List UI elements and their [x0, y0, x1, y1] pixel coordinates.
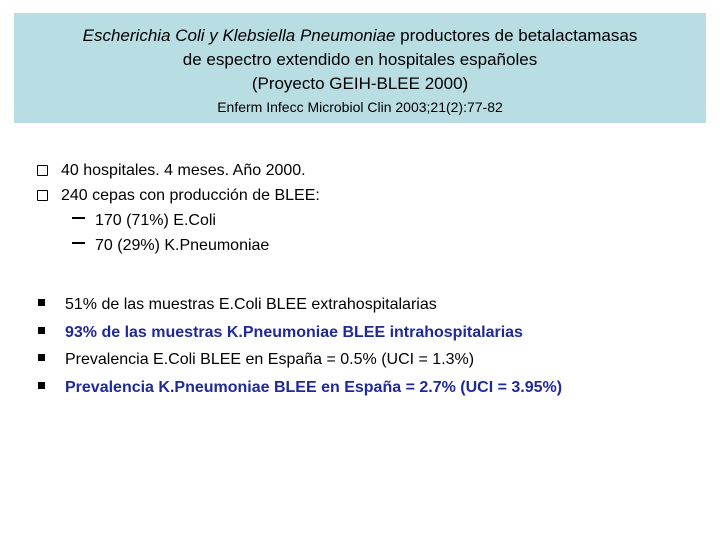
hollow-square-bullet-icon: [37, 165, 48, 176]
list-item: [37, 158, 687, 183]
list-item-text: 240 cepas con producción de BLEE:: [61, 187, 320, 204]
finding-item-highlighted: [37, 374, 697, 402]
slide-title-line-1: [14, 24, 706, 48]
findings-list: [37, 291, 697, 401]
square-bullet-icon: [38, 299, 45, 306]
square-bullet-icon: [38, 327, 45, 334]
sub-list-item: [37, 233, 687, 258]
sub-list-item: [37, 208, 687, 233]
finding-text: Prevalencia K.Pneumoniae BLEE en España = 2.7% (UCI = 3.95%): [65, 378, 563, 396]
title-rest: productores de betalactamasas: [395, 26, 638, 45]
slide-title-line-3: (Proyecto GEIH-BLEE 2000): [251, 74, 469, 93]
title-species: Escherichia Coli y Klebsiella Pneumoniae: [82, 26, 396, 45]
finding-item-highlighted: [37, 319, 697, 347]
finding-item: [37, 346, 697, 374]
finding-item: [37, 291, 697, 319]
hollow-square-bullet-icon: [37, 190, 48, 201]
sub-list-item-text: 170 (71%) E.Coli: [95, 212, 216, 229]
finding-text: 93% de las muestras K.Pneumoniae BLEE intrahospitalarias: [65, 323, 523, 341]
citation: Enferm Infecc Microbiol Clin 2003;21(2):77-82: [217, 99, 503, 115]
dash-bullet-icon: [72, 217, 85, 219]
slide-title-line-2: de espectro extendido en hospitales españoles: [182, 50, 538, 69]
list-item-text: 40 hospitales. 4 meses. Año 2000.: [61, 162, 306, 179]
square-bullet-icon: [38, 382, 45, 389]
finding-text: Prevalencia E.Coli BLEE en España = 0.5% (UCI = 1.3%): [65, 351, 475, 368]
title-banner: [14, 13, 706, 123]
summary-list: [37, 158, 687, 258]
finding-text: 51% de las muestras E.Coli BLEE extrahospitalarias: [65, 296, 437, 313]
dash-bullet-icon: [72, 242, 85, 244]
list-item: [37, 183, 687, 208]
sub-list-item-text: 70 (29%) K.Pneumoniae: [95, 237, 270, 254]
square-bullet-icon: [38, 354, 45, 361]
